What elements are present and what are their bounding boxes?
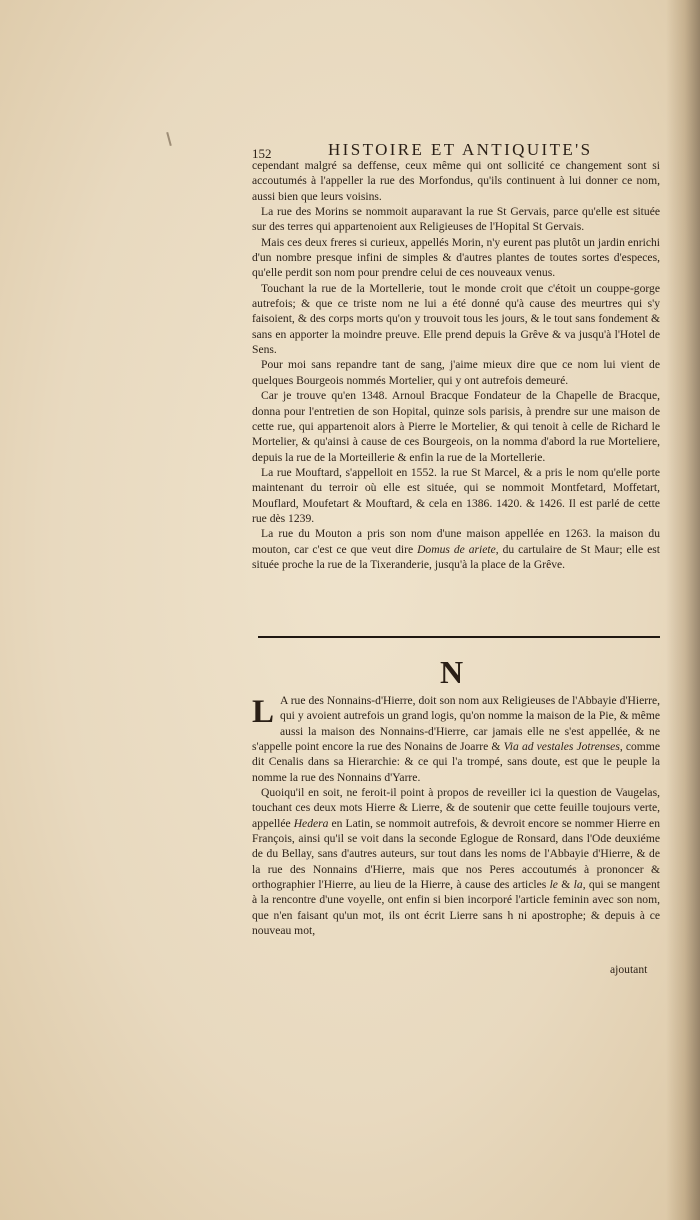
page-edge-shadow xyxy=(666,0,700,1220)
paragraph-morins: La rue des Morins se nommoit auparavant la rue St Gervais, parce qu'elle est située sur des terres qui appartenoient aux Religieuses de l'Hopital St Gervais. xyxy=(252,205,660,234)
vaugelas-text-c: & xyxy=(557,878,574,892)
section-divider xyxy=(258,634,660,640)
nonnains-text-a: A rue des Nonnains-d'Hierre, doit son nom aux Religieuses de l'Abbayie d'Hierre, qui y avoient autrefois un grand logis, qu'on nomme la maison de la Pie, & même aussi la maison des Nonnains-d'Hierre, car jamais elle ne s'est appellée, & ne s'appelle point encore la rue des Nonains de Joarre & xyxy=(252,694,660,754)
paragraph-mouftard: La rue Mouftard, s'appelloit en 1552. la rue St Marcel, & a pris le nom qu'elle porte maintenant du terroir où elle est située, qui se nommoit Montfetard, Moffetart, Mouflard, Moufetart & Mouftard, & cela en 1386. 1420. & 1426. Il est parlé de cette rue dès 1239. xyxy=(252,465,660,525)
running-head: HISTOIRE ET ANTIQUITE'S xyxy=(328,140,593,159)
upper-text-block xyxy=(252,158,660,572)
paragraph-bracque: Car je trouve qu'en 1348. Arnoul Bracque Fondateur de la Chapelle de Bracque, donna pour l'entretien de son Hopital, quinze sols parisis, à prendre sur une maison de cette rue, qui appartenoit alors à Pierre le Mortelier, & qui tenoit à celle de Richard le Mortelier, & qu'ainsi à cause de ces Bourgeois, on la nomma d'abord la rue Morteliere, depuis la rue de la Morteillerie & enfin la rue de la Mortellerie. xyxy=(252,389,660,464)
mouton-text-a: La rue du Mouton a pris son nom d'une maison appellée en 1263. la maison du mouton, car c'est ce que veut dire xyxy=(252,527,660,556)
paragraph-mouton xyxy=(252,526,660,572)
paragraph-vaugelas xyxy=(252,785,660,938)
mouton-italic: Domus de ariete xyxy=(417,542,496,556)
drop-cap: L xyxy=(252,694,275,730)
vaugelas-text-b: en Latin, se nommoit autrefois, & devroit encore se nommer Hierre en François, ainsi qu'il se voit dans la seconde Eglogue de Ronsard, dans l'Ode deuxiéme de du Bellay, sans d'autres auteurs, sur tout dans les noms de l'Abbayie d'Hierre, & de la rue des Nonnains d'Hierre, mais que nos Peres accoutumés à prononcer & orthographier l'Hierre, au lieu de la Hierre, à cause des articles xyxy=(252,816,660,892)
paragraph-mortelier: Pour moi sans repandre tant de sang, j'aime mieux dire que ce nom lui vient de quelques Bourgeois nommés Mortelier, qui y ont autrefois demeuré. xyxy=(252,358,660,387)
catchword: ajoutant xyxy=(610,963,648,976)
vaugelas-italic-hedera: Hedera xyxy=(293,816,329,830)
section-heading-letter: N xyxy=(440,654,464,690)
paragraph-nonnains xyxy=(252,693,660,785)
lower-text-block xyxy=(252,693,660,939)
nonnains-italic: Via ad vestales Jotrenses xyxy=(503,740,620,754)
divider-line xyxy=(258,636,660,638)
page-number: 152 xyxy=(252,146,272,161)
paragraph-mortellerie: Touchant la rue de la Mortellerie, tout le monde croit que c'étoit un couppe-gorge autrefois; & que ce triste nom ne lui a été donné qu'à cause des meurtres qui s'y faisoient, & des corps morts qu'on y trouvoit tous les jours, & le tout sans fondement & sans en apporter la moindre preuve. Elle prend depuis la Grêve & va jusqu'à l'Hotel de Sens. xyxy=(252,281,660,357)
vaugelas-text-d: , qui se mangent à la rencontre d'une voyelle, ont enfin si bien incorporé l'article feminin avec son nom, que n'en faisant qu'un mot, ils ont écrit Lierre sans h ni apostrophe; & depuis à ce nouveau mot, xyxy=(252,878,660,938)
nonnains-text-b: , comme dit Cenalis dans sa Hierarchie: & ce qui l'a trompé, sans doute, est que le peuple la nomme la rue des Nonnains d'Yarre. xyxy=(252,740,660,784)
mouton-text-b: , du cartulaire de St Maur; elle est située proche la rue de la Tixeranderie, jusqu'à la place de la Grêve. xyxy=(252,542,661,571)
paragraph-morfondus: cependant malgré sa deffense, ceux même qui ont sollicité ce changement sont si accoutumés à l'appeller la rue des Morfondus, qu'ils continuent à lui donner ce nom, aussi bien que leurs voisins. xyxy=(252,159,660,203)
vaugelas-italic-la: la xyxy=(573,878,583,892)
vaugelas-italic-le: le xyxy=(549,878,558,892)
ink-mark xyxy=(166,132,172,146)
paragraph-morin-brothers: Mais ces deux freres si curieux, appellés Morin, n'y eurent pas plutôt un jardin enrichi d'un nombre presque infini de simples & d'autres plantes de toutes sortes d'especes, qu'elle perdit son nom pour prendre celui de ces nouveaux venus. xyxy=(252,235,660,280)
vaugelas-text-a: Quoiqu'il en soit, ne feroit-il point à propos de reveiller ici la question de Vaugelas, touchant ces deux mots Hierre & Lierre, & de soutenir que cette feuille toujours verte, appellée xyxy=(252,786,660,830)
